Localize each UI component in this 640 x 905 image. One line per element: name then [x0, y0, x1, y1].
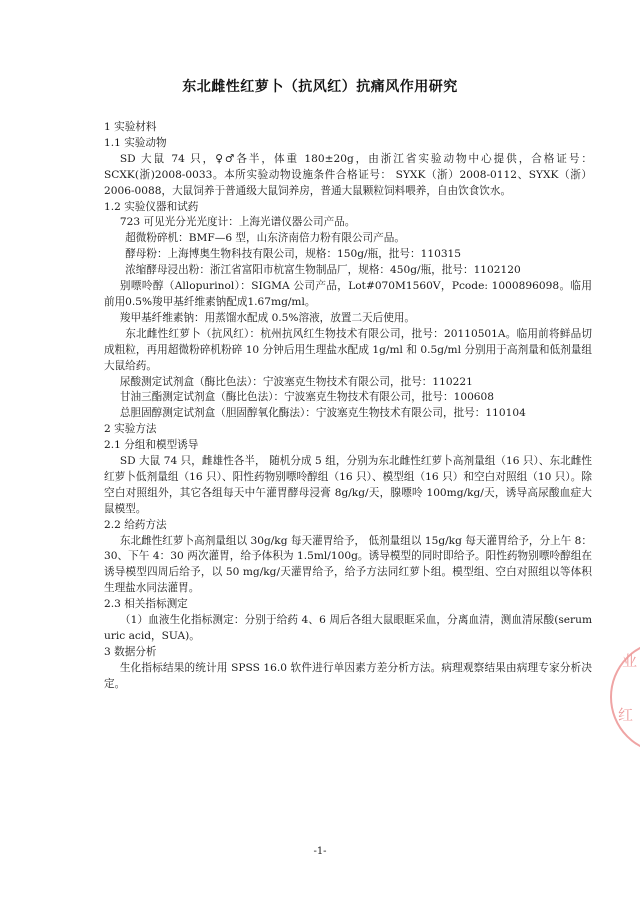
item-spectrophotometer: 723 可见光分光光度计：上海光谱仪器公司产品。 — [119, 216, 356, 229]
heading-2-3: 2.3 相关指标测定 — [104, 598, 188, 611]
red-seal-stamp — [610, 640, 640, 754]
heading-1: 1 实验材料 — [104, 121, 157, 133]
paragraph-dosing: 东北雌性红萝卜高剂量组以 30g/kg 每天灌胃给予， 低剂量组以 15g/kg 每天灌胃给予，分上午 8：30、下午 4：30 两次灌胃，给予体积为 1.5ml/100g。诱导模型的同时即给予。阳性药物别嘌呤醇组在诱导模型四周后给予，以 50 mg/kg/天灌胃给予，给予方法同红萝卜组。模型组、空白对照组以等体积生理盐水同法灌胃。 — [104, 534, 592, 595]
document-body — [104, 120, 592, 693]
paragraph-animals: SD 大鼠 74 只，♀♂各半，体重 180±20g，由浙江省实验动物中心提供，合格证号：SCXK(浙)2008-0033。本所实验动物设施条件合格证号： SYXK（浙）2008-0112、SYXK（浙）2006-0088，大鼠饲养于普通级大鼠饲养房，普通大鼠颗粒饲料喂养，自由饮食饮水。 — [104, 152, 592, 197]
item-yeast-extract: 浓缩酵母浸出粉：浙江省富阳市杭富生物制品厂，规格：450g/瓶，批号：1102120 — [125, 264, 521, 277]
heading-3: 3 数据分析 — [104, 645, 157, 658]
heading-2-2: 2.2 给药方法 — [104, 518, 167, 531]
heading-1-2: 1.2 实验仪器和试药 — [104, 200, 199, 213]
heading-1-1: 1.1 实验动物 — [104, 136, 167, 149]
item-uric-acid-kit: 尿酸测定试剂盒（酶比色法）：宁波塞克生物技术有限公司，批号：110221 — [119, 375, 473, 388]
item-cholesterol-kit: 总胆固醇测定试剂盒（胆固醇氧化酶法）：宁波塞克生物技术有限公司，批号：110104 — [119, 407, 526, 420]
document-title: 东北雌性红萝卜（抗风红）抗痛风作用研究 — [182, 79, 458, 95]
heading-2-1: 2.1 分组和模型诱导 — [104, 439, 199, 452]
paragraph-analysis: 生化指标结果的统计用 SPSS 16.0 软件进行单因素方差分析方法。病理观察结果由病理专家分析决定。 — [104, 661, 592, 690]
stamp-char: 业 — [622, 652, 638, 670]
paragraph-indicators: （1）血液生化指标测定：分别于给药 4、6 周后各组大鼠眼眶采血，分离血清，测血清尿酸(serum uric acid，SUA)。 — [104, 614, 592, 642]
item-cmc: 羧甲基纤维素钠：用蒸馏水配成 0.5%溶液，放置二天后使用。 — [119, 311, 416, 324]
item-carrot: 东北雌性红萝卜（抗风红）：杭州抗风红生物技术有限公司，批号：20110501A。临用前将鲜品切成粗粒，再用超微粉碎机粉碎 10 分钟后用生理盐水配成 1g/ml 和 0.5g/ml 分别用于高剂量和低剂量组大鼠给药。 — [104, 327, 592, 372]
page-number: -1- — [313, 846, 327, 857]
paragraph-grouping: SD 大鼠 74 只，雌雄性各半， 随机分成 5 组，分别为东北雌性红萝卜高剂量组（16 只）、东北雌性红萝卜低剂量组（16 只）、阳性药物别嘌呤醇组（16 只）、模型组（16 只）和空白对照组（10 只）。除空白对照组外，其它各组每天中午灌胃酵母浸膏 8g/kg/天，腺嘌呤 100mg/kg/天，诱导高尿酸血症大鼠模型。 — [104, 455, 592, 515]
heading-2: 2 实验方法 — [104, 423, 157, 436]
stamp-char: 红 — [618, 706, 634, 724]
item-grinder: 超微粉碎机：BMF—6 型，山东济南倍力粉有限公司产品。 — [125, 232, 405, 245]
item-triglyceride-kit: 甘油三酯测定试剂盒（酶比色法）：宁波塞克生物技术有限公司，批号：100608 — [119, 391, 495, 404]
item-yeast-powder: 酵母粉：上海博奥生物科技有限公司，规格：150g/瓶，批号：110315 — [125, 248, 462, 261]
item-allopurinol: 别嘌呤醇（Allopurinol）：SIGMA 公司产品，Lot#070M1560V，Pcode: 1000896098。临用前用0.5%羧甲基纤维素钠配成1.67mg/ml。 — [104, 280, 592, 308]
